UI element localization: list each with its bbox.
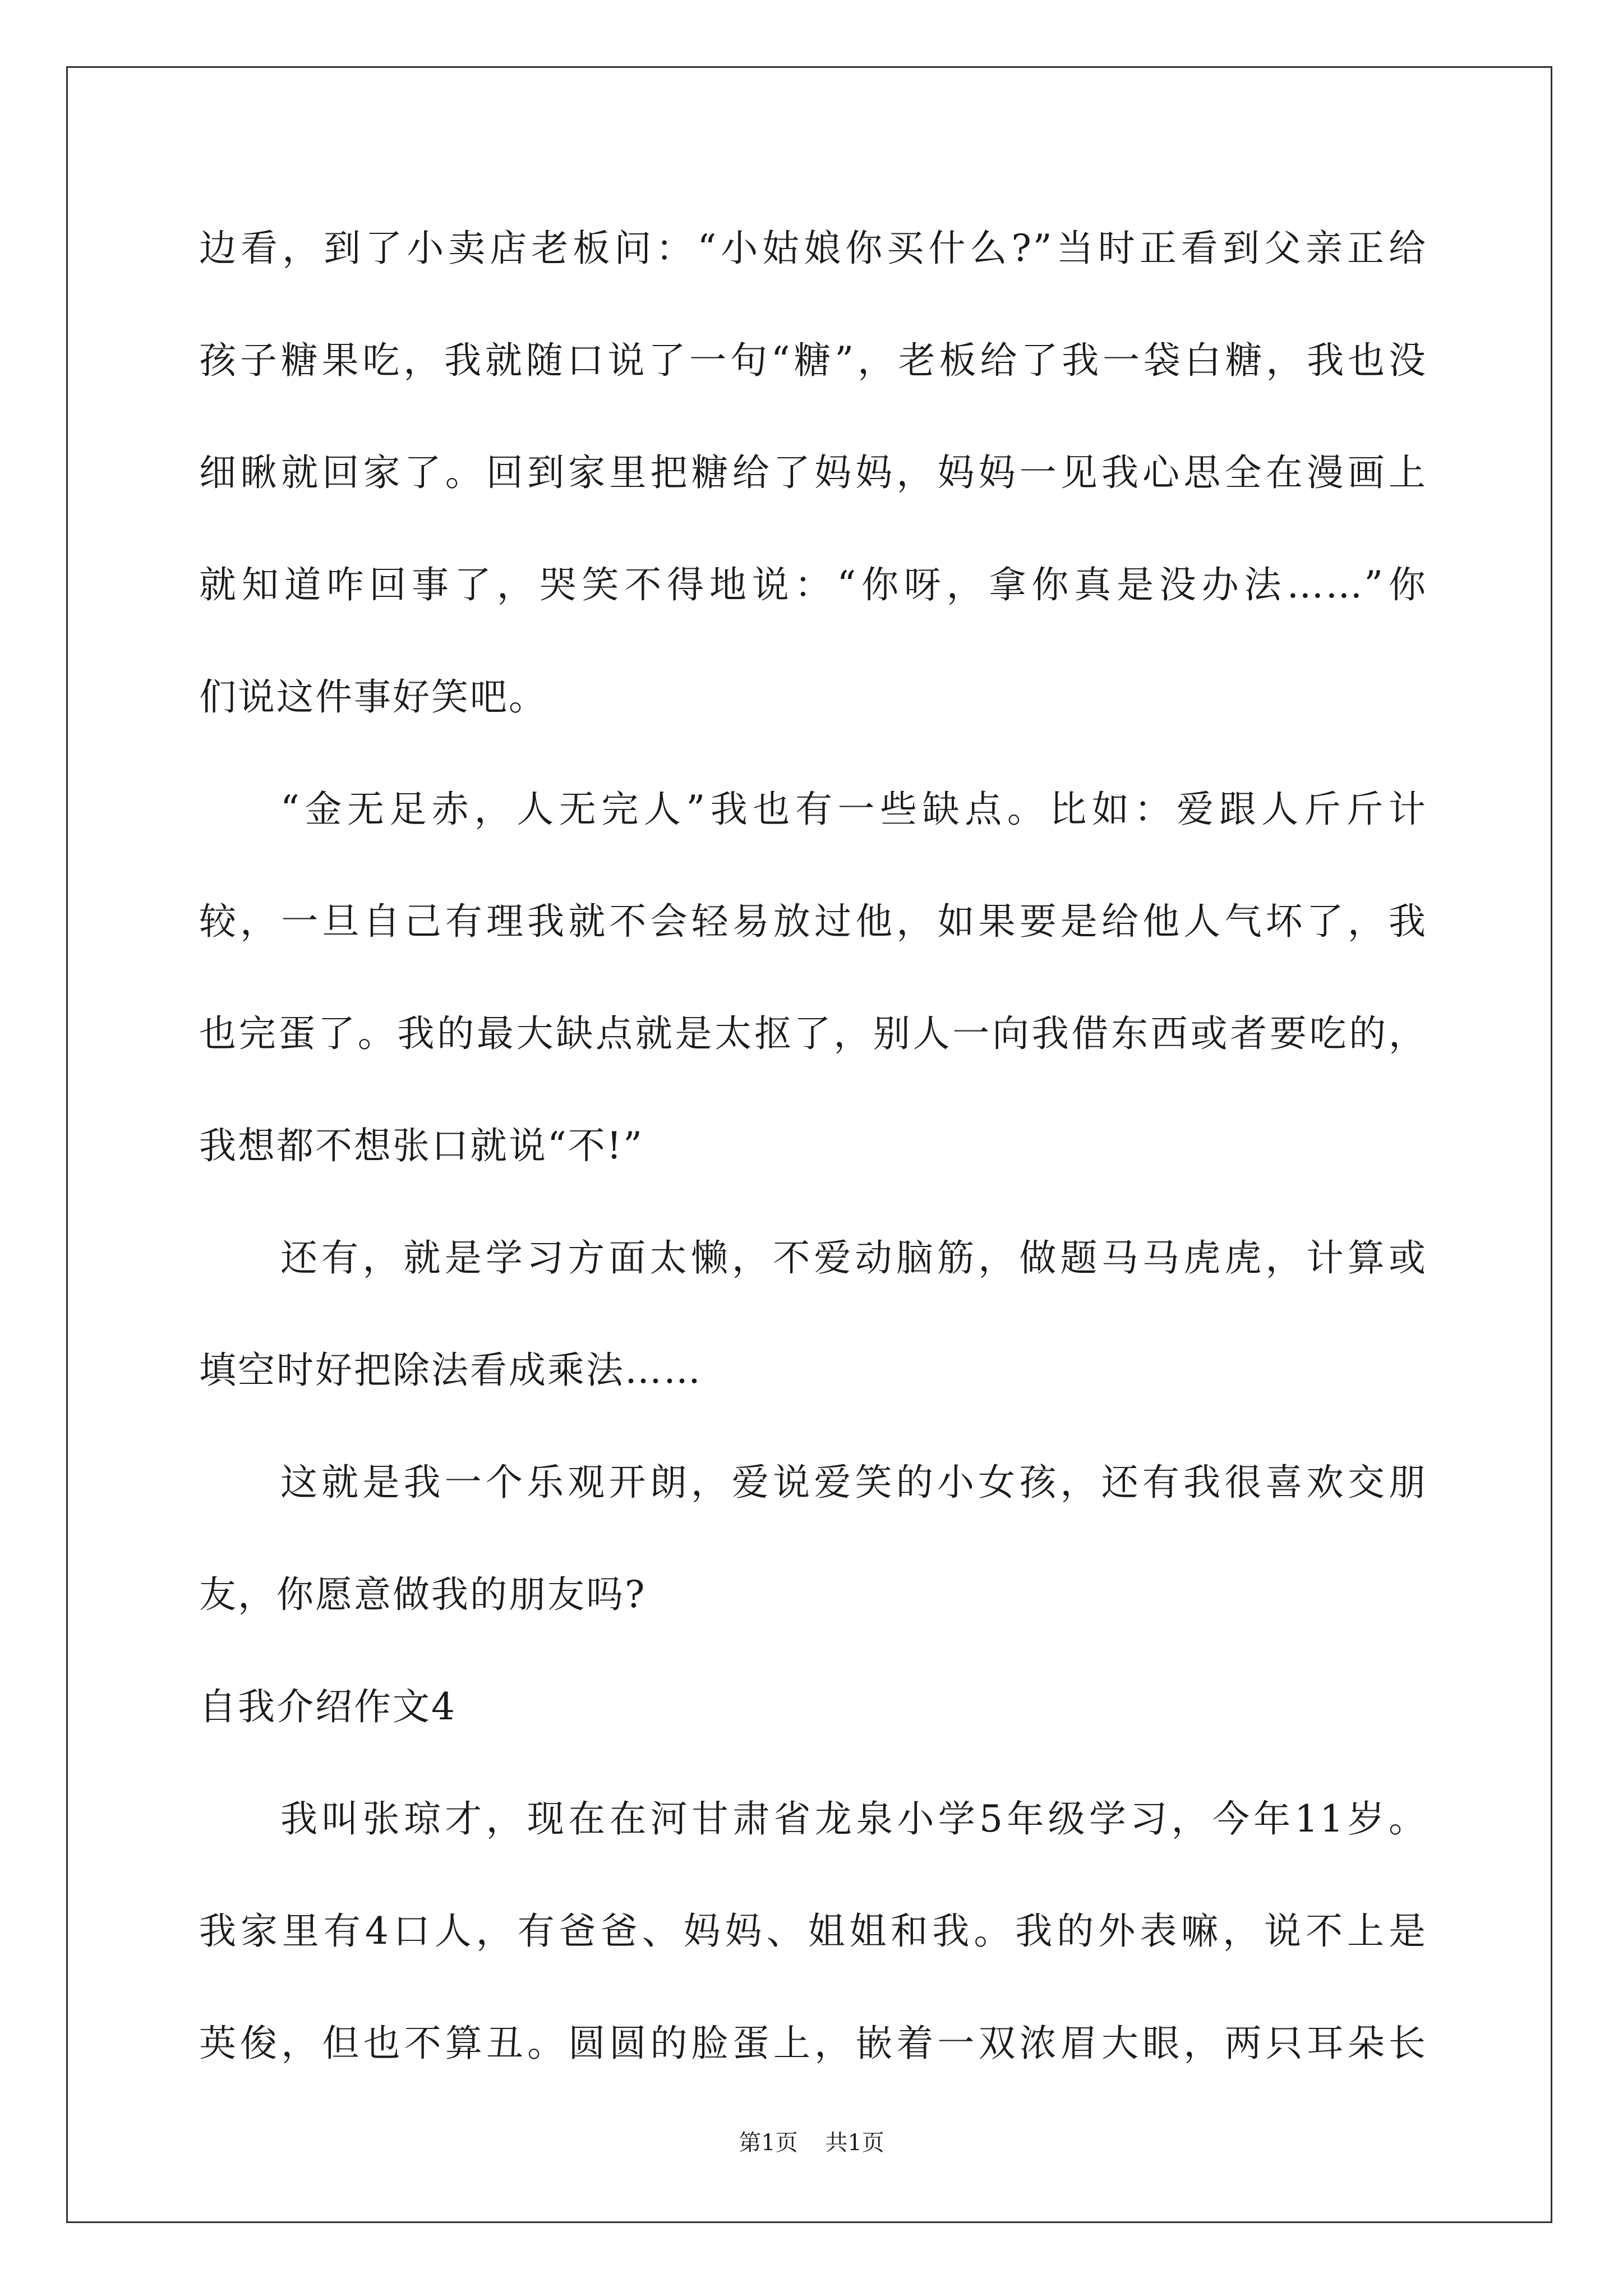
text-line: 们说这件事好笑吧。 — [199, 675, 547, 719]
page-footer — [0, 2129, 1623, 2157]
text-line: 孩子糖果吃，我就随口说了一句“糖”，老板给了我一袋白糖，我也没 — [199, 339, 1427, 382]
text-line: 填空时好把除法看成乘法…… — [199, 1349, 702, 1392]
paragraph-first-line: 还有，就是学习方面太懒，不爱动脑筋，做题马马虎虎，计算或 — [280, 1236, 1427, 1280]
text-line: 英俊，但也不算丑。圆圆的脸蛋上，嵌着一双浓眉大眼，两只耳朵长 — [199, 2022, 1427, 2065]
text-line: 细瞅就回家了。回到家里把糖给了妈妈，妈妈一见我心思全在漫画上 — [199, 451, 1427, 494]
paragraph-first-line: “金无足赤，人无完人”我也有一些缺点。比如：爱跟人斤斤计 — [280, 788, 1427, 831]
text-line: 边看，到了小卖店老板问：“小姑娘你买什么?”当时正看到父亲正给 — [199, 227, 1427, 270]
page-total: 共1页 — [825, 2130, 884, 2156]
text-line: 友，你愿意做我的朋友吗? — [199, 1573, 647, 1616]
section-heading: 自我介绍作文4 — [199, 1685, 457, 1728]
paragraph-first-line: 这就是我一个乐观开朗，爱说爱笑的小女孩，还有我很喜欢交朋 — [280, 1461, 1427, 1504]
text-line: 就知道咋回事了，哭笑不得地说：“你呀，拿你真是没办法……”你 — [199, 563, 1427, 606]
page-number: 第1页 — [739, 2130, 798, 2156]
text-line: 较，一旦自己有理我就不会轻易放过他，如果要是给他人气坏了，我 — [199, 900, 1427, 943]
text-line: 我想都不想张口就说“不!” — [199, 1124, 644, 1167]
text-line: 也完蛋了。我的最大缺点就是太抠了，别人一向我借东西或者要吃的， — [199, 1012, 1427, 1055]
paragraph-first-line: 我叫张琼才，现在在河甘肃省龙泉小学5年级学习，今年11岁。 — [280, 1797, 1427, 1841]
text-line: 我家里有4口人，有爸爸、妈妈、姐姐和我。我的外表嘛，说不上是 — [199, 1910, 1427, 1953]
